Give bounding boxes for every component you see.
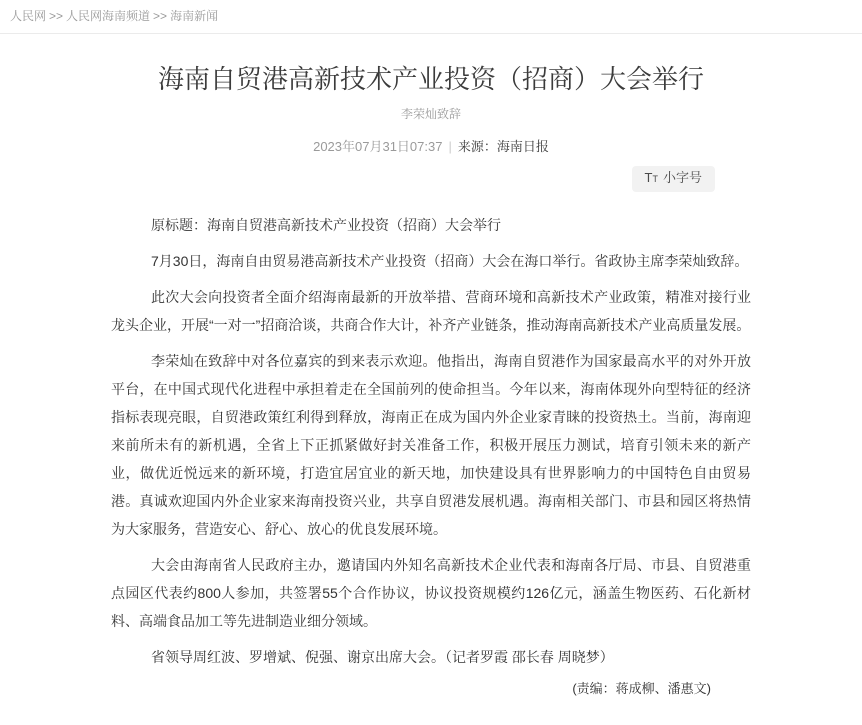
font-size-icon: T	[644, 170, 653, 185]
breadcrumb-separator: >>	[49, 9, 64, 23]
original-title-line	[111, 211, 751, 239]
page-title: 海南自贸港高新技术产业投资（招商）大会举行	[157, 64, 704, 94]
article-paragraph: 李荣灿在致辞中对各位嘉宾的到来表示欢迎。他指出，海南自贸港作为国家最高水平的对外开放平台，在中国式现代化进程中承担着走在全国前列的使命担当。今年以来，海南体现外向型特征的经济指标表现亮眼，自贸港政策红利得到释放，海南正在成为国内外企业家青睐的投资热土。当前，海南迎来前所未有的新机遇，全省上下正抓紧做好封关准备工作，积极开展压力测试，培育引领未来的新产业，做优近悦远来的新环境，打造宜居宜业的新天地，加快建设具有世界影响力的中国特色自由贸易港。真诚欢迎国内外企业家来海南投资兴业，共享自贸港发展机遇。海南相关部门、市县和园区将热情为大家服务，营造安心、舒心、放心的优良发展环境。	[111, 353, 751, 537]
publish-date: 2023年07月31日07:37	[313, 139, 443, 154]
font-size-label: 小字号	[662, 170, 702, 185]
original-title-text: 海南自贸港高新技术产业投资（招商）大会举行	[207, 217, 501, 233]
article-paragraph: 大会由海南省人民政府主办，邀请国内外知名高新技术企业代表和海南各厅局、市县、自贸港重点园区代表约800人参加，共签署55个合作协议，协议投资规模约126亿元，涵盖生物医药、石化新材料、高端食品加工等先进制造业细分领域。	[111, 557, 751, 629]
article-paragraph: 此次大会向投资者全面介绍海南最新的开放举措、营商环境和高新技术产业政策，精准对接行业龙头企业，开展“一对一”招商洽谈，共商合作大计，补齐产业链条，推动海南高新技术产业高质量发展。	[111, 289, 751, 333]
original-title-label: 原标题：	[151, 217, 207, 233]
breadcrumb-link-hainan-channel[interactable]: 人民网海南频道	[66, 9, 151, 23]
font-size-button[interactable]	[632, 166, 715, 192]
editors-note: (责编：蒋成柳、潘惠文)	[572, 681, 711, 696]
breadcrumb-link-hainan-news[interactable]: 海南新闻	[170, 9, 219, 23]
source-label: 来源：	[457, 139, 497, 154]
meta-divider: |	[448, 139, 452, 154]
breadcrumb-separator: >>	[153, 9, 168, 23]
breadcrumb	[0, 0, 862, 34]
article-meta	[111, 139, 751, 155]
article-content	[111, 211, 751, 671]
breadcrumb-link-peoples-daily[interactable]: 人民网	[10, 9, 47, 23]
article-toolbar	[111, 166, 715, 192]
article-paragraph: 7月30日，海南自由贸易港高新技术产业投资（招商）大会在海口举行。省政协主席李荣灿致辞。	[151, 253, 749, 269]
article-subtitle: 李荣灿致辞	[400, 107, 461, 121]
source-link[interactable]: 海南日报	[496, 139, 549, 154]
article-paragraph: 省领导周红波、罗增斌、倪强、谢京出席大会。（记者罗霞 邵长春 周晓梦）	[151, 649, 614, 665]
article-body	[111, 63, 751, 697]
font-size-icon-small: T	[652, 174, 658, 184]
